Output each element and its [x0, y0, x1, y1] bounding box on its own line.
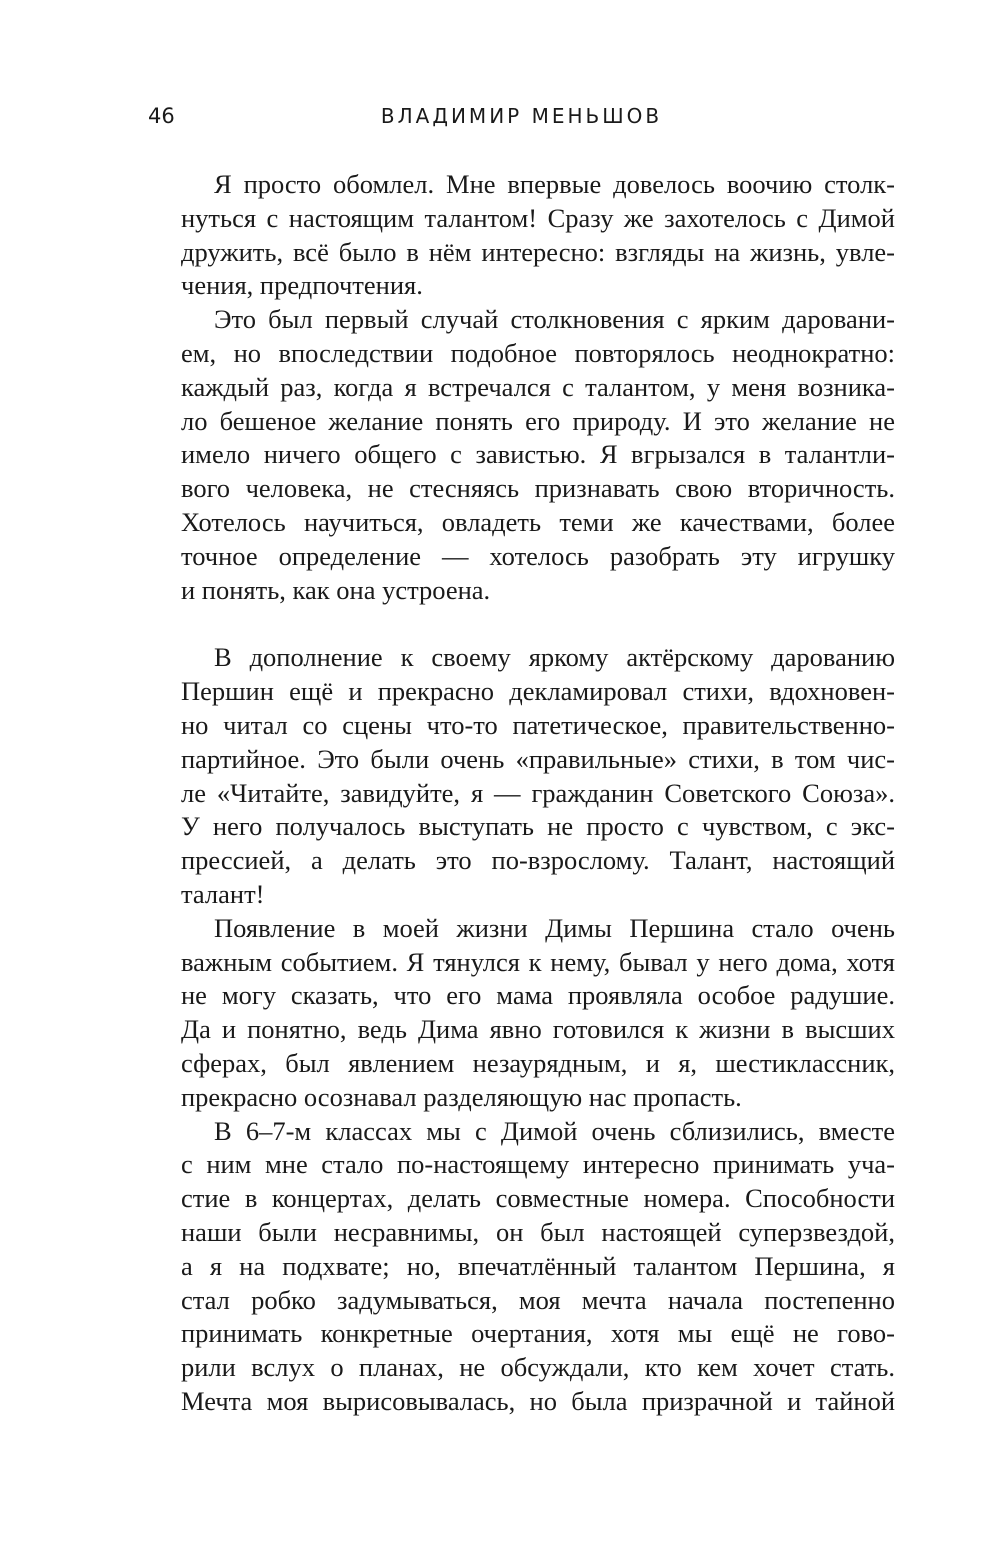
text-line: Хотелось научиться, овладеть теми же качествами, более [181, 506, 895, 537]
text-line: стал робко задумываться, моя мечта начала постепенно [181, 1284, 895, 1315]
text-line: с ним мне стало по-настоящему интересно принимать уча- [181, 1149, 895, 1180]
text-line: В 6–7-м классах мы с Димой очень сблизились, вместе [214, 1115, 895, 1146]
text-line: не могу сказать, что его мама проявляла особое радушие. [181, 980, 895, 1011]
text-line: а я на подхвате; но, впечатлённый талантом Першина, я [181, 1250, 895, 1281]
text-line: Это был первый случай столкновения с ярким даровани- [214, 304, 895, 335]
text-line: В дополнение к своему яркому актёрскому дарованию [214, 642, 895, 673]
section-break [148, 607, 895, 641]
paragraph-3 [148, 641, 895, 911]
text-line: дружить, всё было в нём интересно: взгляды на жизнь, увле- [181, 236, 895, 267]
text-line: нуться с настоящим талантом! Сразу же захотелось с Димой [181, 202, 895, 233]
paragraph-4 [148, 912, 895, 1115]
text-line: Мечта моя вырисовывалась, но была призрачной и тайной [181, 1385, 895, 1416]
text-line: Першин ещё и прекрасно декламировал стихи, вдохновен- [181, 676, 895, 707]
paragraph-2 [148, 303, 895, 607]
body-text [148, 168, 895, 1419]
running-head-author: ВЛАДИМИР МЕНЬШОВ [380, 104, 663, 128]
text-line: чения, предпочтения. [181, 270, 423, 301]
text-line: рили вслух о планах, не обсуждали, кто кем хочет стать. [181, 1352, 895, 1383]
text-line: талант! [181, 878, 265, 909]
text-line: имело ничего общего с завистью. Я вгрызался в талантли- [181, 439, 895, 470]
text-line: Я просто обомлел. Мне впервые довелось воочию столк- [214, 169, 895, 199]
text-line: каждый раз, когда я встречался с талантом, у меня возника- [181, 371, 895, 402]
running-head [148, 100, 895, 140]
paragraph-5 [148, 1115, 895, 1419]
text-line: ем, но впоследствии подобное повторялось неоднократно: [181, 337, 895, 368]
page-number: 46 [148, 104, 175, 128]
text-line: стие в концертах, делать совместные номера. Способности [181, 1183, 895, 1214]
text-line: точное определение — хотелось разобрать эту игрушку [181, 540, 895, 571]
text-line: важным событием. Я тянулся к нему, бывал у него дома, хотя [181, 946, 895, 977]
text-line: Да и понятно, ведь Дима явно готовился к жизни в высших [181, 1014, 895, 1045]
text-line: вого человека, не стесняясь признавать свою вторичность. [181, 473, 895, 504]
text-line: партийное. Это были очень «правильные» стихи, в том чис- [181, 743, 895, 774]
text-line: и понять, как она устроена. [181, 574, 491, 605]
text-line: но читал со сцены что-то патетическое, правительственно- [181, 709, 895, 740]
text-line: прессией, а делать это по-взрослому. Талант, настоящий [181, 845, 895, 876]
text-line: сферах, был явлением незаурядным, и я, шестиклассник, [181, 1047, 895, 1078]
text-line: прекрасно осознавал разделяющую нас пропасть. [181, 1081, 742, 1112]
text-line: наши были несравнимы, он был настоящей суперзвездой, [181, 1216, 895, 1247]
paragraph-1 [148, 168, 895, 303]
text-line: У него получалось выступать не просто с чувством, с экс- [181, 811, 895, 842]
text-line: ле «Читайте, завидуйте, я — гражданин Советского Союза». [181, 777, 895, 808]
text-line: принимать конкретные очертания, хотя мы ещё не гово- [181, 1318, 895, 1349]
text-line: ло бешеное желание понять его природу. И это желание не [181, 405, 895, 436]
text-line: Появление в моей жизни Димы Першина стало очень [214, 912, 895, 943]
